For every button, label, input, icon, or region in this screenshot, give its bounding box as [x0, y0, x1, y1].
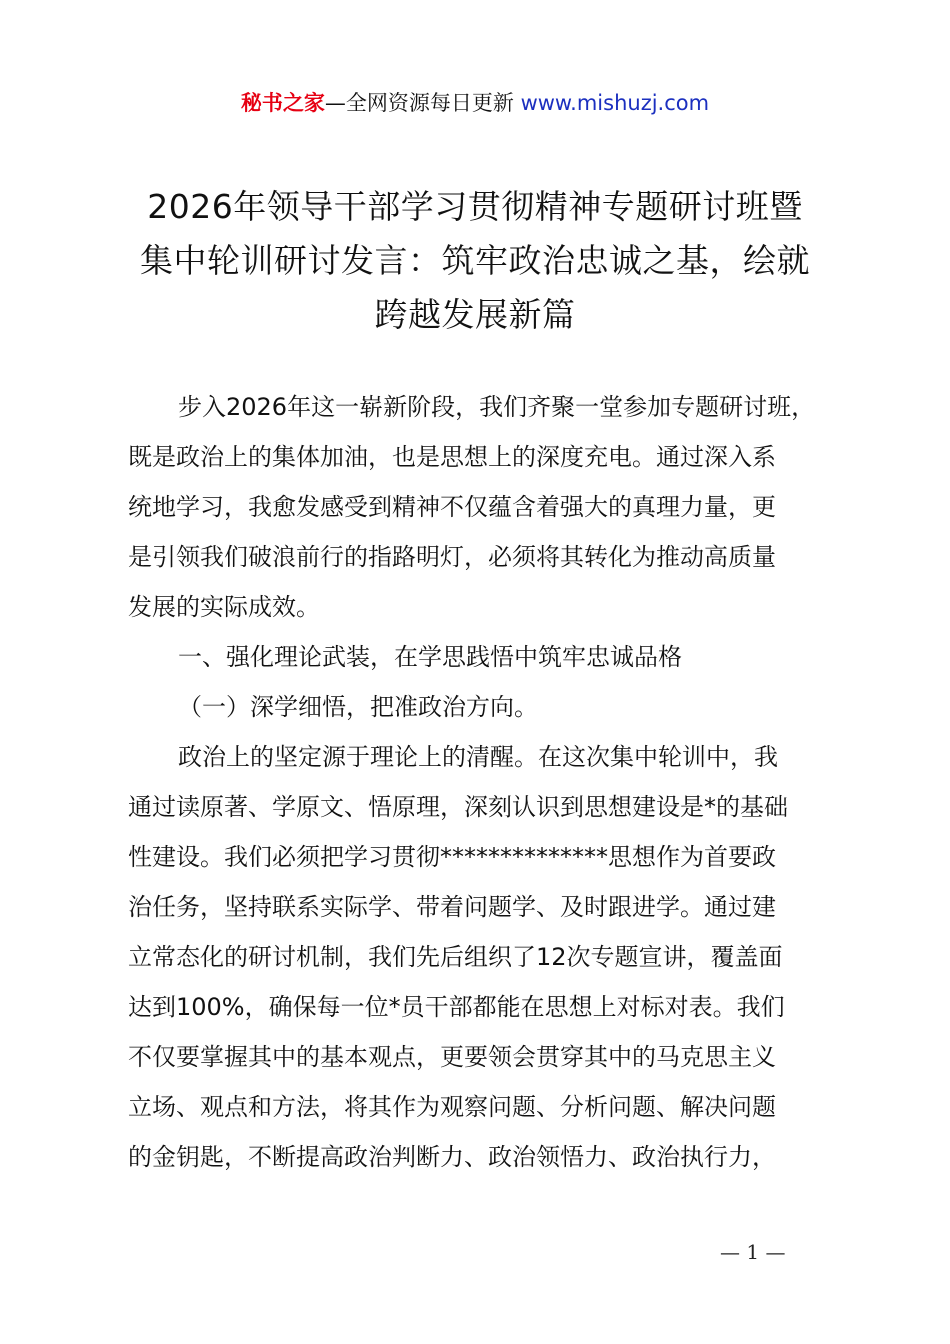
paragraph-line: 是引领我们破浪前行的指路明灯，必须将其转化为推动高质量 — [128, 543, 776, 571]
title-line: 跨越发展新篇 — [374, 295, 576, 334]
paragraph-line: 政治上的坚定源于理论上的清醒。在这次集中轮训中，我 — [178, 743, 778, 771]
paragraph-line: 统地学习，我愈发感受到精神不仅蕴含着强大的真理力量，更 — [128, 493, 776, 521]
document-title — [100, 180, 850, 342]
paragraph-line: 的金钥匙，不断提高政治判断力、政治领悟力、政治执行力， — [128, 1143, 776, 1171]
site-header — [0, 88, 950, 118]
paragraph-line: 通过读原著、学原文、悟原理，深刻认识到思想建设是*的基础 — [128, 793, 788, 821]
site-url-link[interactable]: www.mishuzj.com — [520, 91, 710, 115]
document-body — [128, 382, 848, 1182]
paragraph-line: 性建设。我们必须把学习贯彻**************思想作为首要政 — [128, 843, 776, 871]
title-line: 2026年领导干部学习贯彻精神专题研讨班暨 — [147, 187, 803, 226]
title-line: 集中轮训研讨发言：筑牢政治忠诚之基，绘就 — [140, 241, 810, 280]
subsection-heading: （一）深学细悟，把准政治方向。 — [178, 693, 538, 721]
paragraph-line: 立常态化的研讨机制，我们先后组织了12次专题宣讲，覆盖面 — [128, 943, 783, 971]
paragraph-line: 不仅要掌握其中的基本观点，更要领会贯穿其中的马克思主义 — [128, 1043, 776, 1071]
paragraph-line: 治任务，坚持联系实际学、带着问题学、及时跟进学。通过建 — [128, 893, 776, 921]
page-number: — 1 — — [720, 1240, 786, 1264]
header-slogan: —全网资源每日更新 — [324, 91, 521, 115]
paragraph-line: 既是政治上的集体加油，也是思想上的深度充电。通过深入系 — [128, 443, 776, 471]
section-heading: 一、强化理论武装，在学思践悟中筑牢忠诚品格 — [178, 643, 682, 671]
paragraph-line: 立场、观点和方法，将其作为观察问题、分析问题、解决问题 — [128, 1093, 776, 1121]
paragraph-line: 步入2026年这一崭新阶段，我们齐聚一堂参加专题研讨班， — [178, 393, 816, 421]
brand-name: 秘书之家 — [240, 91, 325, 115]
paragraph-line: 发展的实际成效。 — [128, 593, 320, 621]
paragraph-line: 达到100%，确保每一位*员干部都能在思想上对标对表。我们 — [128, 993, 785, 1021]
